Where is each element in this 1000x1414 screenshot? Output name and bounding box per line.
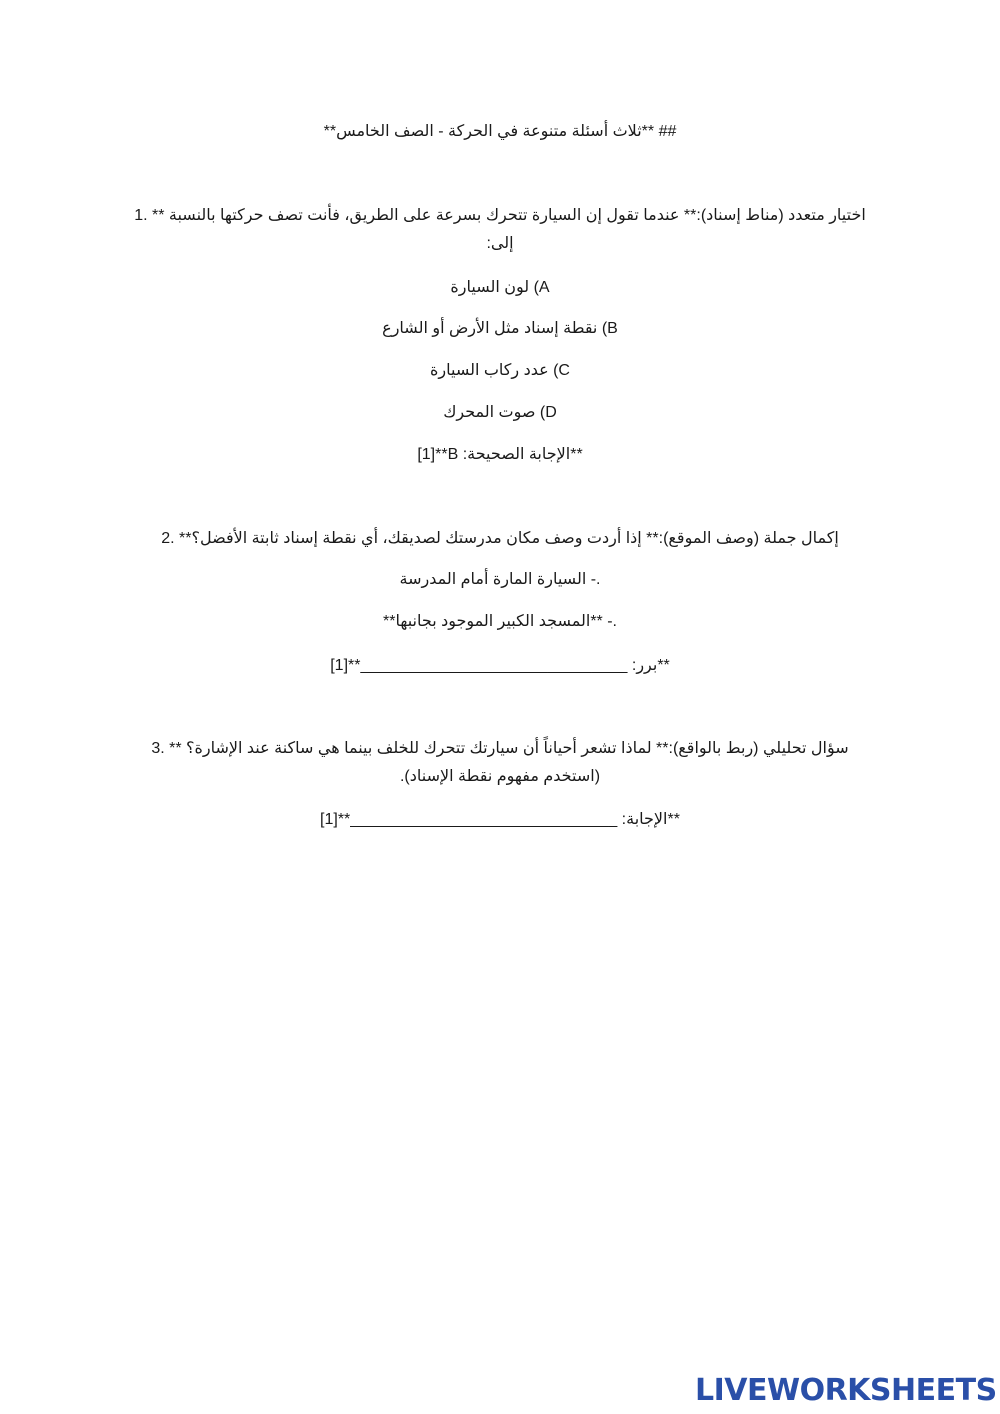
question-1-option-a: لون السيارة (A [450, 279, 550, 296]
question-3-answer: [1]**______________________________ :الإجابة** [320, 811, 680, 828]
question-3-line-1: سؤال تحليلي (ربط بالواقع):** لماذا تشعر أحياناً أن سيارتك تتحرك للخلف بينما هي ساكنة عند الإشارة؟ ** .3 [151, 740, 849, 757]
logo-text: LIVEWORKSHEETS [695, 1372, 997, 1408]
question-1-line-2: :إلى [486, 235, 514, 252]
question-1-option-b: نقطة إسناد مثل الأرض أو الشارع (B [382, 320, 618, 337]
logo-mark-icon [690, 1378, 692, 1402]
liveworksheets-logo [690, 1372, 997, 1408]
question-1-option-c: عدد ركاب السيارة (C [430, 362, 570, 379]
question-2-line-1: إكمال جملة (وصف الموقع):** إذا أردت وصف مكان مدرستك لصديقك، أي نقطة إسناد ثابتة الأفضل؟** .2 [161, 530, 839, 547]
question-2-option-1: السيارة المارة أمام المدرسة -. [399, 571, 601, 588]
question-1-answer: [1]**B :الإجابة الصحيحة** [417, 446, 583, 463]
question-2-answer: [1]**______________________________ :برر** [330, 657, 670, 674]
worksheet-title: **ثلاث أسئلة متنوعة في الحركة - الصف الخامس** ## [323, 123, 677, 140]
question-2-option-2: **المسجد الكبير الموجود بجانبها** -. [383, 613, 617, 630]
question-3-line-2: .(استخدم مفهوم نقطة الإسناد) [399, 768, 601, 785]
question-1-option-d: صوت المحرك (D [443, 404, 557, 421]
question-1-line-1: اختيار متعدد (مناط إسناد):** عندما تقول إن السيارة تتحرك بسرعة على الطريق، فأنت تصف حركتها بالنسبة ** .1 [134, 207, 866, 224]
